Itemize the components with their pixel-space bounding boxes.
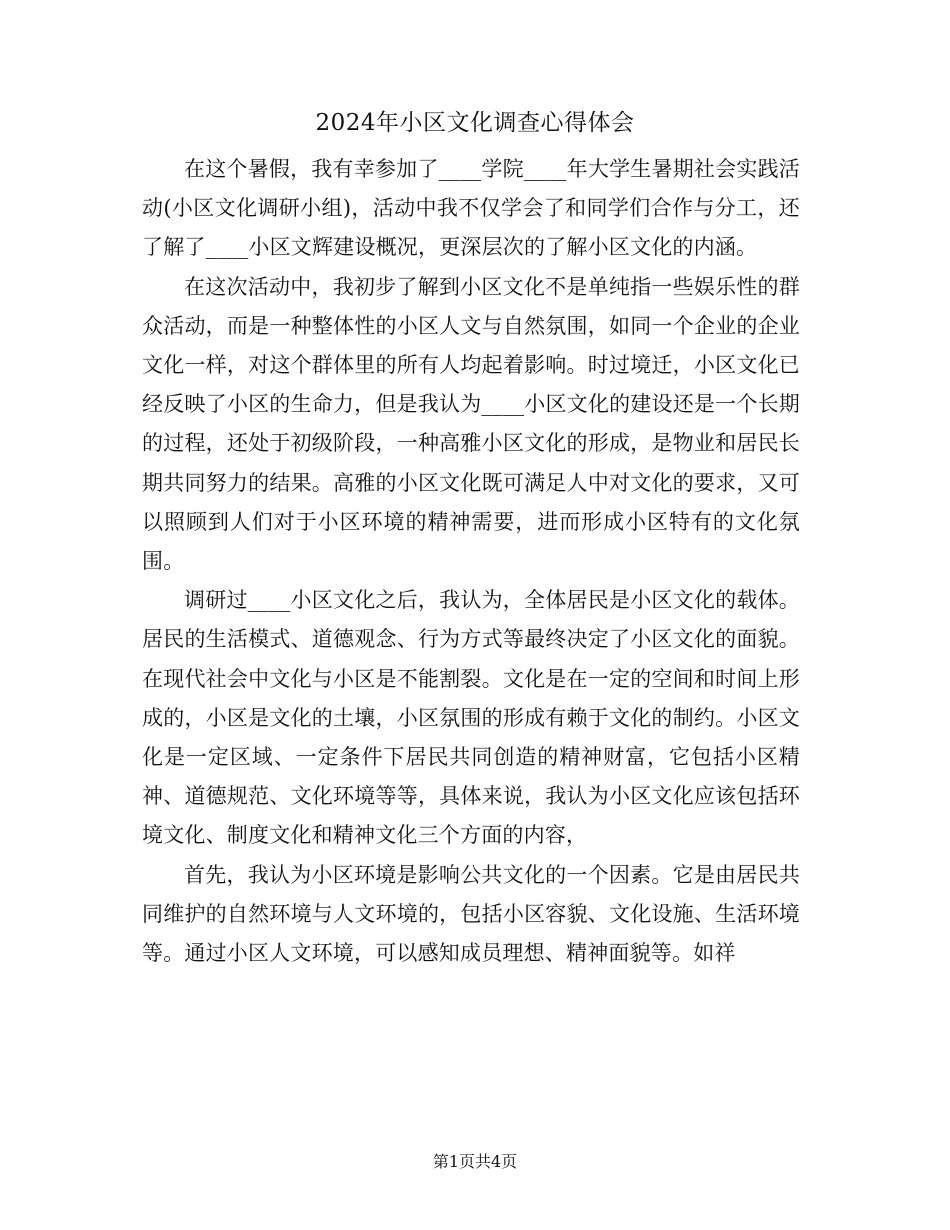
page-number-footer: 第1页共4页: [432, 1152, 518, 1171]
document-body: [142, 150, 800, 973]
document-title: 2024年小区文化调查心得体会: [315, 110, 635, 136]
paragraph-2: 在这次活动中，我初步了解到小区文化不是单纯指一些娱乐性的群众活动，而是一种整体性的小区人文与自然氛围，如同一个企业的企业文化一样，对这个群体里的所有人均起着影响。时过境迁，小区文化已经反映了小区的生命力，但是我认为____小区文化的建设还是一个长期的过程，还处于初级阶段，一种高雅小区文化的形成，是物业和居民长期共同努力的结果。高雅的小区文化既可满足人中对文化的要求，又可以照顾到人们对于小区环境的精神需要，进而形成小区特有的文化氛围。: [142, 274, 800, 574]
paragraph-3: 调研过____小区文化之后，我认为，全体居民是小区文化的载体。居民的生活模式、道德观念、行为方式等最终决定了小区文化的面貌。在现代社会中文化与小区是不能割裂。文化是在一定的空间和时间上形成的，小区是文化的土壤，小区氛围的形成有赖于文化的制约。小区文化是一定区域、一定条件下居民共同创造的精神财富，它包括小区精神、道德规范、文化环境等等，具体来说，我认为小区文化应该包括环境文化、制度文化和精神文化三个方面的内容，: [142, 588, 800, 848]
paragraph-4: 首先，我认为小区环境是影响公共文化的一个因素。它是由居民共同维护的自然环境与人文环境的，包括小区容貌、文化设施、生活环境等。通过小区人文环境，可以感知成员理想、精神面貌等。如祥: [142, 862, 800, 966]
paragraph-1: 在这个暑假，我有幸参加了____学院____年大学生暑期社会实践活动(小区文化调研小组)，活动中我不仅学会了和同学们合作与分工，还了解了____小区文辉建设概况，更深层次的了解小区文化的内涵。: [142, 157, 800, 260]
